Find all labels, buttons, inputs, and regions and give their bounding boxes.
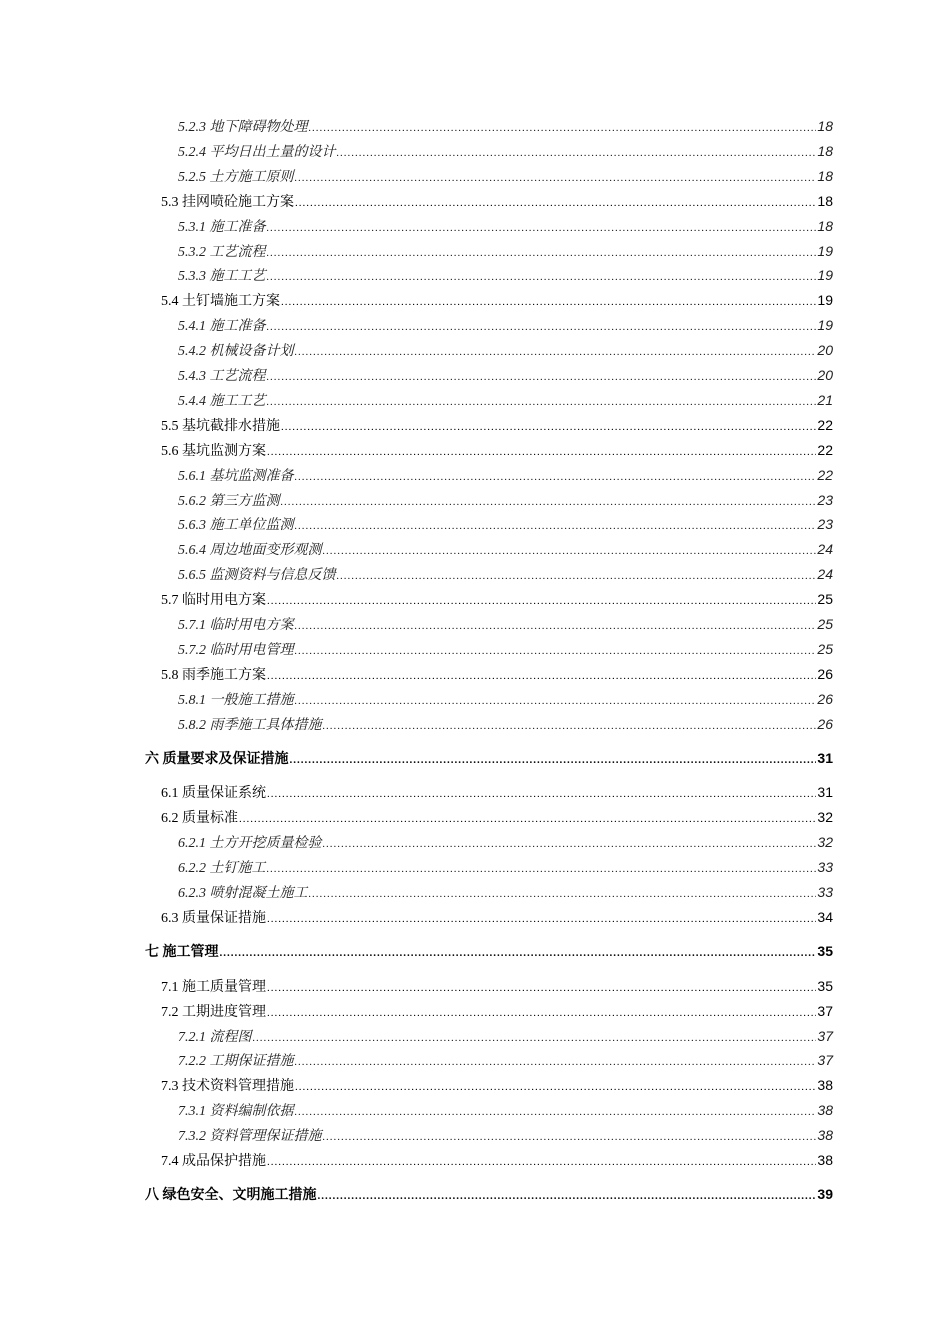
toc-entry-title: 7.2.1 流程图 bbox=[178, 1029, 252, 1045]
toc-entry[interactable] bbox=[161, 781, 833, 803]
toc-entry-page-number: 25 bbox=[817, 616, 833, 632]
toc-entry[interactable] bbox=[178, 165, 833, 187]
toc-entry-title: 5.2.3 地下障碍物处理 bbox=[178, 120, 308, 135]
toc-entry[interactable] bbox=[178, 831, 833, 853]
toc-entry-title: 5.5 基坑截排水措施 bbox=[161, 418, 280, 434]
dot-leader bbox=[295, 615, 817, 637]
toc-entry-title: 5.3.3 施工工艺 bbox=[178, 269, 266, 285]
dot-leader bbox=[295, 466, 817, 488]
toc-entry[interactable] bbox=[161, 439, 833, 461]
toc-entry[interactable] bbox=[161, 414, 833, 436]
toc-entry-title: 7.2 工期进度管理 bbox=[161, 1004, 266, 1020]
toc-entry[interactable] bbox=[178, 215, 833, 237]
toc-entry[interactable] bbox=[178, 115, 833, 137]
toc-entry[interactable] bbox=[178, 140, 833, 162]
toc-entry[interactable] bbox=[145, 1183, 833, 1205]
toc-entry-page-number: 19 bbox=[817, 242, 833, 259]
toc-entry-title: 5.4.1 施工准备 bbox=[178, 319, 266, 335]
dot-leader bbox=[318, 1185, 817, 1207]
toc-entry[interactable] bbox=[178, 389, 833, 411]
toc-entry-title: 6.2.3 喷射混凝土施工 bbox=[178, 886, 308, 901]
toc-entry-title: 5.8 雨季施工方案 bbox=[161, 667, 266, 683]
toc-entry-title: 7.3.1 资料编制依据 bbox=[178, 1104, 294, 1120]
toc-entry-title: 5.8.1 一般施工措施 bbox=[178, 692, 294, 708]
toc-entry-page-number: 37 bbox=[817, 1002, 833, 1019]
dot-leader bbox=[295, 690, 817, 712]
toc-entry-title: 6.2.2 土钉施工 bbox=[178, 861, 266, 877]
toc-entry[interactable] bbox=[178, 1124, 833, 1146]
toc-entry-page-number: 26 bbox=[817, 715, 833, 732]
dot-leader bbox=[239, 808, 816, 830]
dot-leader bbox=[267, 242, 817, 264]
toc-entry[interactable] bbox=[178, 538, 833, 560]
toc-entry[interactable] bbox=[178, 464, 833, 486]
toc-entry-page-number: 31 bbox=[817, 784, 833, 801]
toc-entry-page-number: 38 bbox=[817, 1102, 833, 1119]
toc-entry-title: 5.6.2 第三方监测 bbox=[178, 493, 280, 509]
toc-entry-page-number: 32 bbox=[817, 834, 833, 851]
dot-leader bbox=[267, 590, 816, 612]
toc-entry-page-number: 25 bbox=[817, 591, 833, 608]
toc-entry[interactable] bbox=[161, 663, 833, 685]
toc-entry-title: 7.4 成品保护措施 bbox=[161, 1154, 266, 1169]
toc-entry[interactable] bbox=[178, 339, 833, 361]
toc-entry-page-number: 21 bbox=[817, 391, 833, 408]
toc-entry-page-number: 19 bbox=[817, 267, 833, 284]
toc-entry[interactable] bbox=[178, 364, 833, 386]
toc-entry[interactable] bbox=[161, 975, 833, 997]
dot-leader bbox=[337, 565, 817, 587]
dot-leader bbox=[295, 167, 817, 189]
dot-leader bbox=[267, 217, 817, 239]
dot-leader bbox=[267, 783, 816, 805]
toc-entry-title: 7.2.2 工期保证措施 bbox=[178, 1054, 294, 1070]
toc-entry-title: 5.8.2 雨季施工具体措施 bbox=[178, 717, 322, 733]
dot-leader bbox=[267, 266, 817, 288]
toc-entry[interactable] bbox=[178, 513, 833, 535]
toc-entry[interactable] bbox=[161, 806, 833, 828]
toc-entry-page-number: 22 bbox=[817, 416, 833, 433]
toc-entry-page-number: 20 bbox=[817, 342, 833, 359]
toc-entry-page-number: 38 bbox=[817, 1077, 833, 1094]
toc-entry-page-number: 18 bbox=[817, 142, 833, 159]
dot-leader bbox=[323, 540, 817, 562]
toc-entry-page-number: 33 bbox=[817, 859, 833, 876]
dot-leader bbox=[309, 883, 817, 905]
toc-entry-page-number: 33 bbox=[817, 884, 833, 900]
toc-entry[interactable] bbox=[178, 240, 833, 262]
toc-entry[interactable] bbox=[178, 688, 833, 710]
dot-leader bbox=[337, 142, 817, 164]
toc-entry-title: 七 施工管理 bbox=[145, 945, 219, 961]
dot-leader bbox=[295, 341, 817, 363]
toc-entry-page-number: 18 bbox=[817, 118, 833, 134]
toc-entry[interactable] bbox=[178, 713, 833, 735]
dot-leader bbox=[267, 366, 817, 388]
toc-entry[interactable] bbox=[178, 314, 833, 336]
dot-leader bbox=[290, 749, 817, 771]
toc-entry-page-number: 20 bbox=[817, 367, 833, 383]
toc-entry[interactable] bbox=[161, 289, 833, 311]
toc-entry-page-number: 24 bbox=[817, 541, 833, 558]
toc-entry-page-number: 26 bbox=[817, 690, 833, 707]
dot-leader bbox=[295, 1076, 816, 1098]
toc-entry-page-number: 24 bbox=[817, 566, 833, 583]
toc-entry-page-number: 37 bbox=[817, 1052, 833, 1069]
dot-leader bbox=[267, 665, 816, 687]
dot-leader bbox=[220, 942, 817, 964]
toc-entry[interactable] bbox=[178, 613, 833, 635]
toc-entry-title: 6.3 质量保证措施 bbox=[161, 910, 266, 926]
toc-entry-page-number: 18 bbox=[817, 167, 833, 184]
toc-entry[interactable] bbox=[178, 1049, 833, 1071]
toc-entry-title: 5.3 挂网喷砼施工方案 bbox=[161, 194, 294, 210]
toc-entry-page-number: 22 bbox=[817, 441, 833, 458]
toc-entry-title: 5.6.5 监测资料与信息反馈 bbox=[178, 568, 336, 584]
toc-entry[interactable] bbox=[178, 638, 833, 660]
dot-leader bbox=[309, 117, 817, 139]
toc-entry-title: 6.1 质量保证系统 bbox=[161, 786, 266, 802]
toc-entry-page-number: 23 bbox=[817, 491, 833, 508]
dot-leader bbox=[267, 1002, 816, 1024]
toc-entry[interactable] bbox=[178, 856, 833, 878]
dot-leader bbox=[267, 908, 816, 930]
dot-leader bbox=[267, 316, 817, 338]
toc-entry-page-number: 38 bbox=[817, 1127, 833, 1144]
toc-entry[interactable] bbox=[178, 563, 833, 585]
toc-entry-title: 5.4.4 施工工艺 bbox=[178, 393, 266, 409]
toc-entry-page-number: 34 bbox=[817, 908, 833, 925]
toc-entry-title: 5.3.1 施工准备 bbox=[178, 219, 266, 235]
dot-leader bbox=[323, 1126, 817, 1148]
toc-entry-title: 6.2 质量标准 bbox=[161, 811, 238, 827]
dot-leader bbox=[295, 1051, 817, 1073]
toc-entry-page-number: 22 bbox=[817, 466, 833, 483]
toc-entry-page-number: 35 bbox=[817, 977, 833, 994]
dot-leader bbox=[281, 491, 817, 513]
toc-entry-title: 六 质量要求及保证措施 bbox=[145, 752, 289, 767]
dot-leader bbox=[267, 1151, 816, 1173]
dot-leader bbox=[323, 715, 817, 737]
toc-entry-title: 5.6.3 施工单位监测 bbox=[178, 518, 294, 534]
toc-entry[interactable] bbox=[145, 747, 833, 769]
toc-entry-title: 5.6.4 周边地面变形观测 bbox=[178, 543, 322, 559]
toc-entry-title: 7.3 技术资料管理措施 bbox=[161, 1079, 294, 1095]
toc-entry-page-number: 25 bbox=[817, 640, 833, 657]
toc-entry[interactable] bbox=[161, 1000, 833, 1022]
dot-leader bbox=[323, 833, 817, 855]
toc-entry-page-number: 39 bbox=[817, 1186, 833, 1203]
toc-entry-page-number: 32 bbox=[817, 809, 833, 826]
toc-entry-title: 5.2.4 平均日出土量的设计 bbox=[178, 144, 336, 160]
toc-entry-page-number: 18 bbox=[817, 192, 833, 209]
toc-entry-title: 5.7 临时用电方案 bbox=[161, 593, 266, 609]
toc-entry-title: 5.7.2 临时用电管理 bbox=[178, 642, 294, 658]
toc-entry-title: 5.6 基坑监测方案 bbox=[161, 443, 266, 459]
toc-entry-title: 5.4.3 工艺流程 bbox=[178, 369, 266, 384]
dot-leader bbox=[267, 441, 816, 463]
toc-entry-title: 5.4 土钉墙施工方案 bbox=[161, 294, 280, 310]
toc-entry[interactable] bbox=[161, 1074, 833, 1096]
toc-entry[interactable] bbox=[161, 190, 833, 212]
dot-leader bbox=[281, 291, 816, 313]
toc-entry[interactable] bbox=[178, 489, 833, 511]
toc-entry[interactable] bbox=[145, 940, 833, 962]
dot-leader bbox=[267, 977, 816, 999]
toc-entry-page-number: 19 bbox=[817, 292, 833, 309]
toc-entry[interactable] bbox=[161, 906, 833, 928]
toc-entry-page-number: 19 bbox=[817, 317, 833, 334]
toc-entry-page-number: 18 bbox=[817, 217, 833, 234]
toc-entry-title: 7.3.2 资料管理保证措施 bbox=[178, 1129, 322, 1145]
toc-entry[interactable] bbox=[161, 1149, 833, 1171]
toc-entry-page-number: 37 bbox=[817, 1027, 833, 1044]
toc-entry-title: 5.2.5 土方施工原则 bbox=[178, 169, 294, 185]
toc-entry-title: 6.2.1 土方开挖质量检验 bbox=[178, 836, 322, 852]
toc-entry[interactable] bbox=[178, 881, 833, 903]
toc-entry-page-number: 23 bbox=[817, 516, 833, 533]
toc-entry[interactable] bbox=[178, 1099, 833, 1121]
dot-leader bbox=[267, 858, 817, 880]
toc-entry-page-number: 35 bbox=[817, 943, 833, 960]
toc-entry-title: 5.7.1 临时用电方案 bbox=[178, 618, 294, 633]
dot-leader bbox=[295, 1101, 817, 1123]
toc-entry-title: 5.3.2 工艺流程 bbox=[178, 244, 266, 260]
dot-leader bbox=[253, 1027, 817, 1049]
dot-leader bbox=[295, 192, 816, 214]
toc-entry-title: 5.4.2 机械设备计划 bbox=[178, 344, 294, 360]
toc-entry[interactable] bbox=[161, 588, 833, 610]
dot-leader bbox=[295, 515, 817, 537]
toc-entry-page-number: 38 bbox=[817, 1152, 833, 1168]
toc-entry-page-number: 26 bbox=[817, 665, 833, 682]
toc-entry[interactable] bbox=[178, 264, 833, 286]
toc-entry-title: 5.6.1 基坑监测准备 bbox=[178, 468, 294, 484]
dot-leader bbox=[267, 391, 817, 413]
toc-entry-title: 八 绿色安全、文明施工措施 bbox=[145, 1188, 317, 1204]
dot-leader bbox=[295, 640, 817, 662]
toc-entry-page-number: 31 bbox=[817, 750, 833, 766]
toc-entry-title: 7.1 施工质量管理 bbox=[161, 979, 266, 995]
toc-entry[interactable] bbox=[178, 1025, 833, 1047]
dot-leader bbox=[281, 416, 816, 438]
